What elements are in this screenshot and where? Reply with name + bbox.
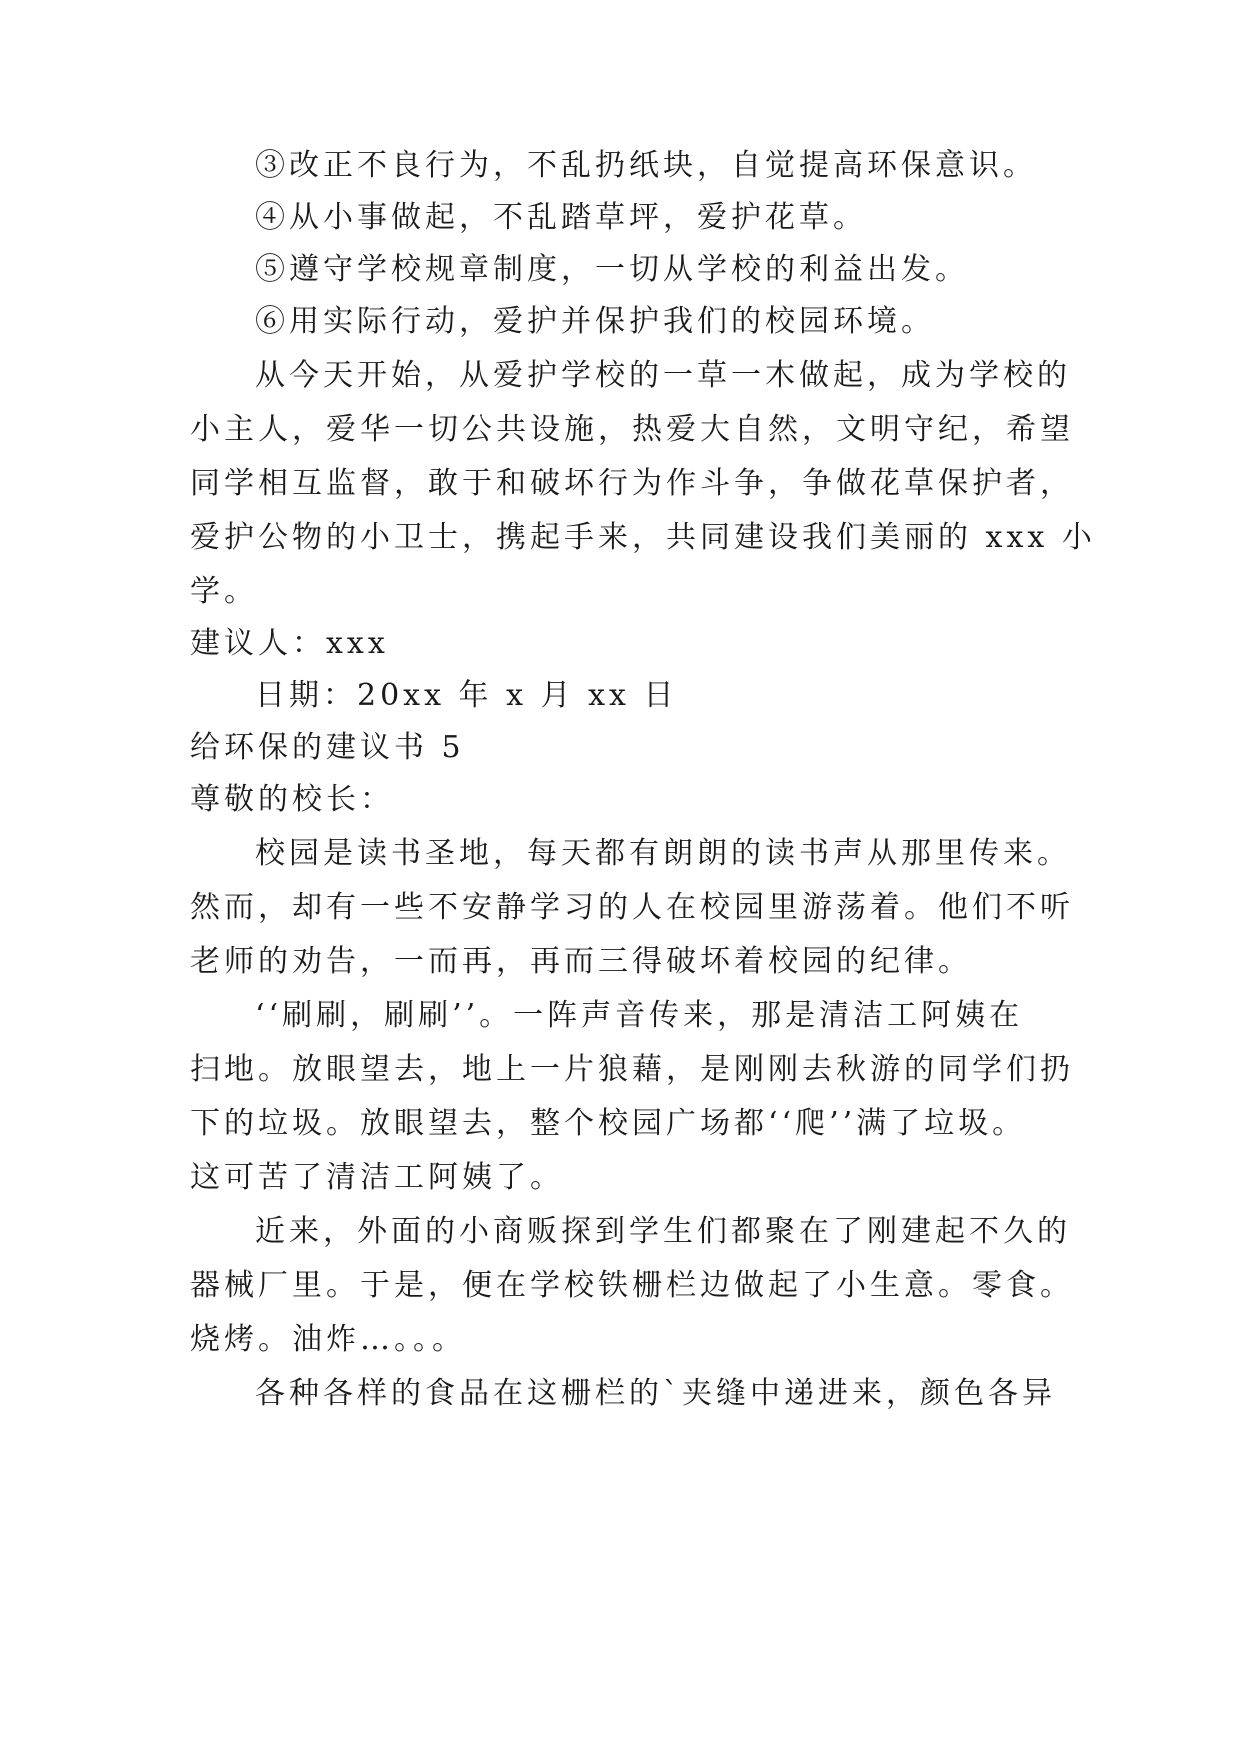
text-line: 爱护公物的小卫士，携起手来，共同建设我们美丽的 xxx 小 [190, 520, 1096, 555]
text-line: 扫地。放眼望去，地上一片狼藉，是刚刚去秋游的同学们扔 [190, 1052, 1074, 1087]
text-line: 各种各样的食品在这栅栏的`夹缝中递进来，颜色各异 [255, 1376, 1056, 1411]
salutation: 尊敬的校长： [190, 782, 394, 817]
text-line: 下的垃圾。放眼望去，整个校园广场都‘‘爬’’满了垃圾。 [190, 1106, 1027, 1141]
section-title: 给环保的建议书 5 [190, 730, 465, 765]
text-line: 老师的劝告，一而再，再而三得破坏着校园的纪律。 [190, 944, 972, 979]
text-line: ⑤遵守学校规章制度，一切从学校的利益出发。 [255, 252, 969, 287]
text-line: ④从小事做起，不乱踏草坪，爱护花草。 [255, 200, 867, 235]
text-line: 从今天开始，从爱护学校的一草一木做起，成为学校的 [255, 358, 1071, 393]
text-line: 学。 [190, 574, 258, 609]
text-line: 烧烤。油炸…。。。 [190, 1322, 466, 1357]
text-line: ‘‘刷刷，刷刷’’。一阵声音传来，那是清洁工阿姨在 [255, 998, 1024, 1033]
text-line: ⑥用实际行动，爱护并保护我们的校园环境。 [255, 304, 935, 339]
text-line: 近来，外面的小商贩探到学生们都聚在了刚建起不久的 [255, 1214, 1071, 1249]
text-line: 然而，却有一些不安静学习的人在校园里游荡着。他们不听 [190, 890, 1074, 925]
text-line: 校园是读书圣地，每天都有朗朗的读书声从那里传来。 [255, 836, 1071, 871]
text-line: 同学相互监督，敢于和破坏行为作斗争，争做花草保护者， [190, 466, 1074, 501]
text-line: 小主人，爱华一切公共设施，热爱大自然，文明守纪，希望 [190, 412, 1074, 447]
signature-line: 建议人：xxx [190, 626, 389, 661]
text-line: ③改正不良行为，不乱扔纸块，自觉提高环保意识。 [255, 148, 1037, 183]
text-line: 器械厂里。于是，便在学校铁栅栏边做起了小生意。零食。 [190, 1268, 1074, 1303]
text-line: 这可苦了清洁工阿姨了。 [190, 1160, 564, 1195]
date-line: 日期：20xx 年 x 月 xx 日 [255, 678, 678, 713]
